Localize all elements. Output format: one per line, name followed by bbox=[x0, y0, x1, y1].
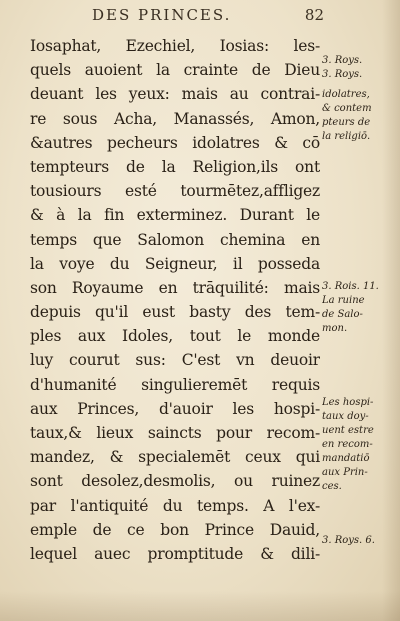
marginal-note-line: Les hospi- bbox=[322, 397, 374, 408]
marginal-note-line: pteurs de bbox=[322, 117, 371, 128]
marginal-note-hospitaux bbox=[322, 396, 396, 494]
marginal-note-idolatres bbox=[322, 88, 396, 144]
page-bottom-shadow bbox=[0, 591, 400, 621]
text-line: tempteurs de la Religion,ils ont bbox=[30, 157, 320, 176]
marginal-note-line: 3. Rois. 11. bbox=[322, 281, 379, 292]
marginal-note-line: la religiō. bbox=[322, 131, 371, 142]
running-head-title: DES PRINCES. bbox=[92, 6, 232, 24]
body-text bbox=[30, 34, 320, 566]
marginal-note-line: La ruine bbox=[322, 295, 365, 306]
text-line: emple de ce bon Prince Dauid, bbox=[30, 520, 320, 539]
marginal-note-line: en recom- bbox=[322, 439, 373, 450]
text-line: mandez, & specialemēt ceux qui bbox=[30, 448, 320, 467]
marginal-note-line: taux doy- bbox=[322, 411, 369, 422]
page-number: 82 bbox=[304, 6, 324, 24]
text-line: depuis qu'il eust basty des tem- bbox=[30, 303, 320, 322]
text-line: aux Princes, d'auoir les hospi- bbox=[30, 399, 320, 418]
text-line: ples aux Idoles, tout le monde bbox=[30, 327, 320, 346]
text-line: quels auoient la crainte de Dieu bbox=[30, 61, 320, 80]
text-line: sont desolez,desmolis, ou ruinez bbox=[30, 472, 320, 491]
text-line: d'humanité singulieremēt requis bbox=[30, 375, 320, 394]
marginal-note-3-roys bbox=[322, 54, 396, 82]
text-line: Iosaphat, Ezechiel, Iosias: les- bbox=[30, 37, 320, 55]
marginal-note-3-rois-11 bbox=[322, 280, 396, 336]
text-line: deuant les yeux: mais au contrai- bbox=[30, 85, 320, 104]
marginal-note-line: 3. Roys. bbox=[322, 69, 363, 80]
text-line: lequel auec promptitude & dili- bbox=[30, 544, 320, 563]
marginal-note-line: 3. Roys. 6. bbox=[322, 535, 375, 546]
text-line: son Royaume en trāquilité: mais bbox=[30, 278, 320, 297]
marginal-note-3-roys-6 bbox=[322, 534, 396, 548]
text-line: luy courut sus: C'est vn deuoir bbox=[30, 351, 320, 370]
marginal-note-line: uent estre bbox=[322, 425, 374, 436]
marginal-note-line: aux Prin- bbox=[322, 467, 368, 478]
text-line: & à la fin exterminez. Durant le bbox=[30, 206, 320, 225]
marginal-note-line: de Salo- bbox=[322, 309, 363, 320]
text-line: &autres pecheurs idolatres & cō bbox=[30, 133, 320, 152]
text-line: taux,& lieux saincts pour recom- bbox=[30, 424, 320, 442]
running-head bbox=[84, 6, 324, 26]
marginal-note-line: idolatres, bbox=[322, 89, 370, 100]
marginal-note-line: mon. bbox=[322, 323, 348, 334]
text-line: par l'antiquité du temps. A l'ex- bbox=[30, 496, 320, 515]
marginal-note-line: ces. bbox=[322, 481, 342, 492]
text-line: la voye du Seigneur, il possedа bbox=[30, 254, 320, 273]
text-line: temps que Salomon chemina en bbox=[30, 230, 320, 249]
marginal-note-line: & contem bbox=[322, 103, 372, 114]
marginal-note-line: 3. Roys. bbox=[322, 55, 363, 66]
text-line: re sous Acha, Manassés, Amon, bbox=[30, 109, 320, 128]
marginal-note-line: mandatiō bbox=[322, 453, 370, 464]
text-line: tousiours esté tourmētez,affligez bbox=[30, 182, 320, 201]
